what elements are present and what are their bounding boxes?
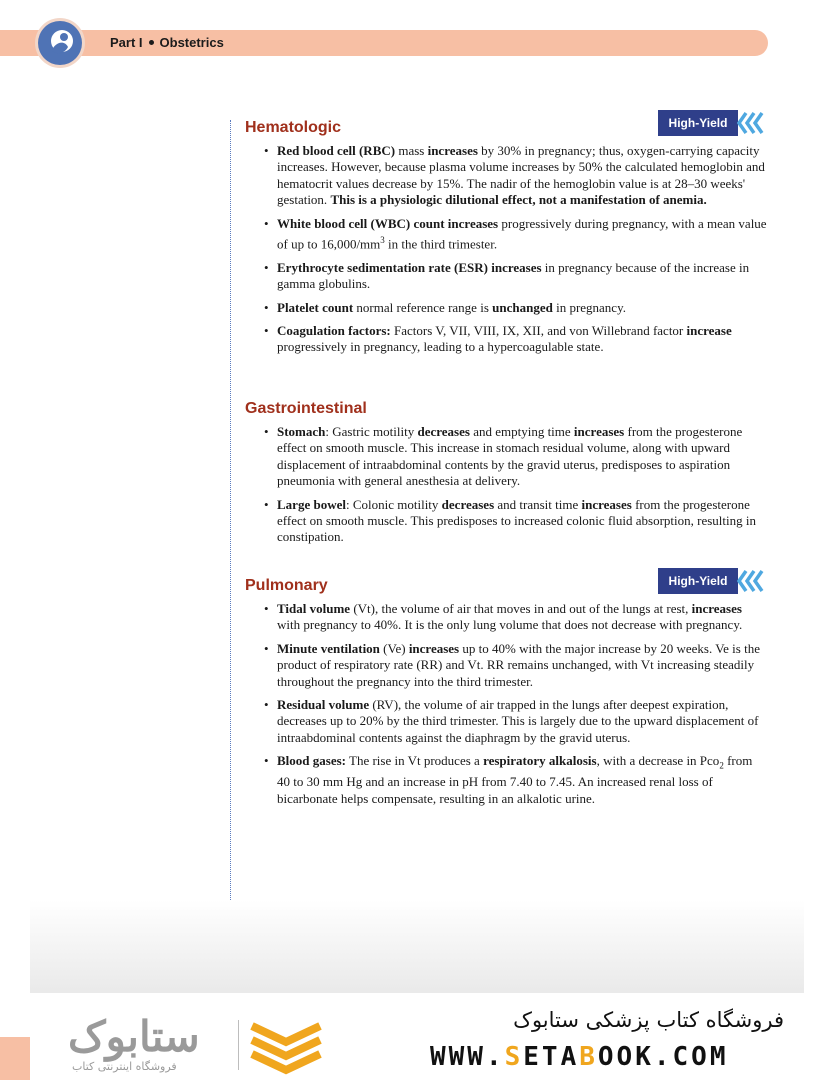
section-title-pulmonary: Pulmonary (245, 577, 328, 594)
brand-chevron-icon (248, 1020, 324, 1076)
high-yield-badge (658, 568, 768, 594)
list-item: • Platelet count normal reference range is unchanged in pregnancy. (262, 300, 768, 316)
list-item: • Large bowel: Colonic motility decreases and transit time increases from the progesterone effect on smooth muscle. This predisposes to increased colonic fluid absorption, resulting in constipation. (262, 497, 768, 546)
high-yield-label: High-Yield (658, 110, 738, 136)
part-label: Part I (110, 35, 143, 50)
list-item: • Coagulation factors: Factors V, VII, VIII, IX, XII, and von Willebrand factor increase progressively in pregnancy, leading to a hypercoagulable state. (262, 323, 768, 356)
list-item: • Erythrocyte sedimentation rate (ESR) increases in pregnancy because of the increase in gamma globulins. (262, 260, 768, 293)
section-title-hematologic: Hematologic (245, 119, 342, 136)
separator-dot (149, 40, 154, 45)
section-title-gastrointestinal: Gastrointestinal (245, 400, 367, 417)
chapter-logo-icon (38, 21, 82, 65)
hematologic-list (262, 143, 768, 363)
brand-subtitle: فروشگاه اینترنتی کتاب (72, 1060, 177, 1073)
list-item: • White blood cell (WBC) count increases progressively during pregnancy, with a mean value of up to $16,000/mm^3$ in the third trimester. (262, 216, 768, 253)
store-url[interactable]: WWW.SETABOOK.COM (430, 1042, 729, 1072)
list-item: • Tidal volume (Vt), the volume of air that moves in and out of the lungs at rest, increases with pregnancy to 40%. It is the only lung volume that does not decrease with pregnancy. (262, 601, 768, 634)
gastrointestinal-list (262, 424, 768, 553)
corner-block (0, 1037, 30, 1080)
pulmonary-list (262, 601, 768, 814)
chapter-label: Obstetrics (159, 35, 224, 50)
list-item: • Minute ventilation (Ve) increases up to 40% with the major increase by 20 weeks. Ve is the product of respiratory rate (RR) and Vt. RR remains unchanged, with Vt increasing steadily throughout the pregnancy into the third trimester. (262, 641, 768, 690)
list-item: • Blood gases: The rise in Vt produces a respiratory alkalosis, with a decrease in Pco$_2$ from 40 to 30 mm Hg and an increase in pH from 7.40 to 7.45. An increased renal loss of bicarbonate helps compensate, resulting in an alkalotic urine. (262, 753, 768, 807)
list-item: • Stomach: Gastric motility decreases and emptying time increases from the progesterone effect on smooth muscle. This increase in stomach residual volume, along with upward displacement of intraabdominal contents by the gravid uterus, predisposes to aspiration pneumonia with general anesthesia at delivery. (262, 424, 768, 490)
bottom-shade (30, 900, 804, 995)
store-title: فروشگاه کتاب پزشکی ستابوک (513, 1008, 784, 1032)
margin-rule (230, 120, 231, 992)
high-yield-badge (658, 110, 768, 136)
chevron-left-icon (734, 110, 768, 136)
list-item: • Residual volume (RV), the volume of air trapped in the lungs after deepest expiration, decreases up to 20% by the third trimester. This is largely due to the upward displacement of intraabdominal contents against the diaphragm by the gravid uterus. (262, 697, 768, 746)
running-header (110, 35, 224, 50)
list-item: • Red blood cell (RBC) mass increases by 30% in pregnancy; thus, oxygen-carrying capacity increases. However, because plasma volume increases by 50% the calculated hemoglobin and hematocrit values decrease by 15%. The nadir of the hemoglobin value is at 28–30 weeks' gestation. This is a physiologic dilutional effect, not a manifestation of anemia. (262, 143, 768, 209)
high-yield-label: High-Yield (658, 568, 738, 594)
footer-divider (238, 1020, 239, 1070)
brand-logo: ستابوک (68, 1013, 200, 1060)
chevron-left-icon (734, 568, 768, 594)
